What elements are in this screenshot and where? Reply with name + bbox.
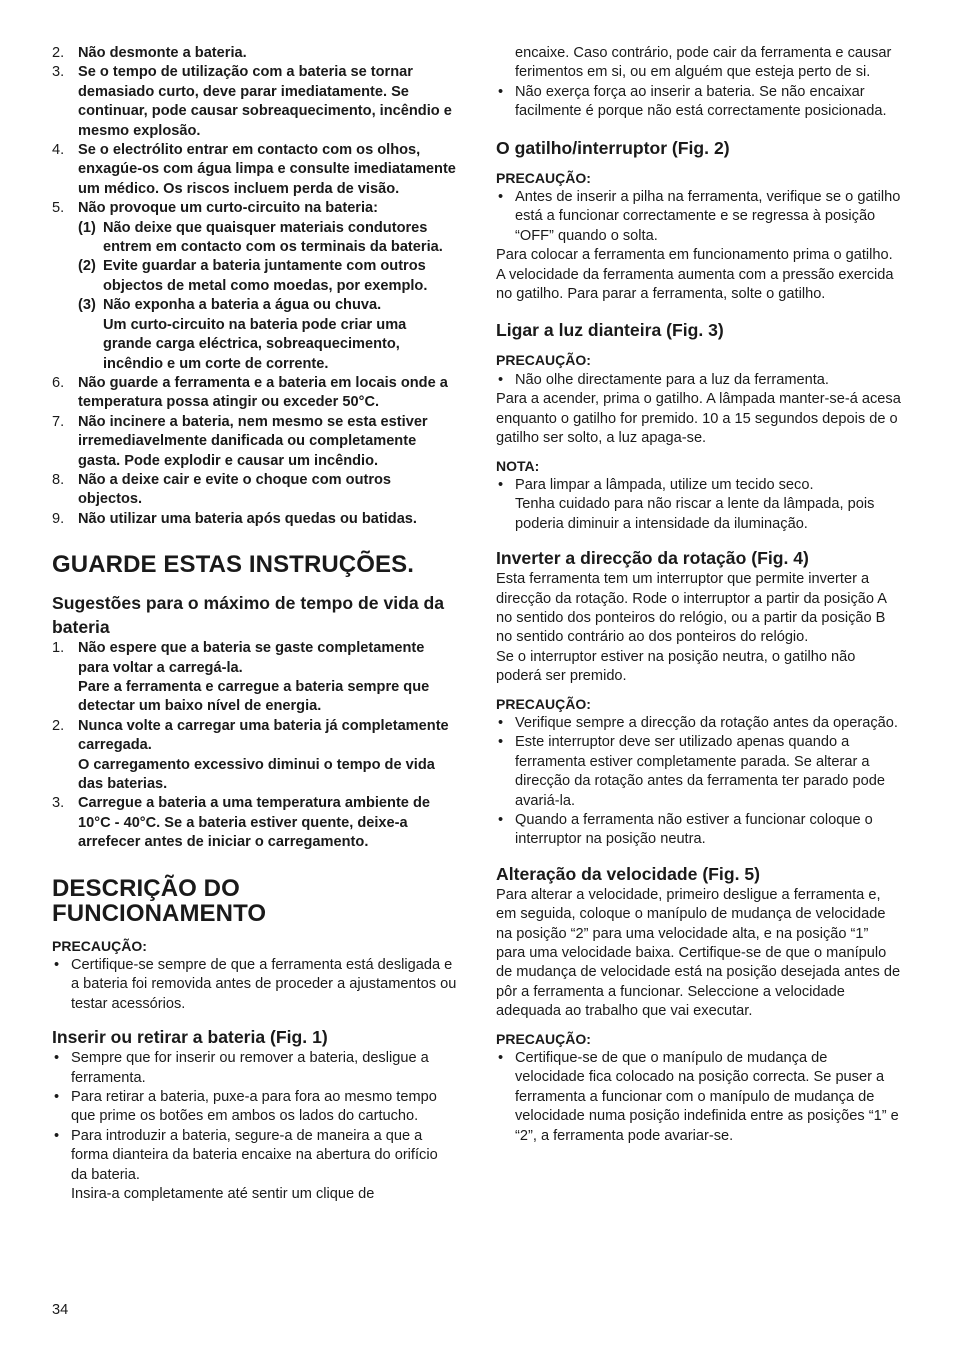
reverse-text-2: Se o interruptor estiver na posição neutra, o gatilho não poderá ser premido. bbox=[496, 648, 856, 685]
speed-text: Para alterar a velocidade, primeiro desligue a ferramenta e, em seguida, coloque o manípulo de mudança de velocidade na posição “2” para uma velocidade alta, e na posição “1” para uma velocidade baixa. Certifique-se de que o manípulo de mudança de velocidade está na posição desejada antes de pôr a ferramenta a funcionar. Seleccione a velocidade adequada ao trabalho que vai executar. bbox=[496, 886, 901, 1020]
right-column bbox=[496, 44, 901, 1146]
sub-list-item: (2) Evite guardar a bateria juntamente com outros objectos de metal como moedas, por exemplo. bbox=[78, 258, 428, 294]
sub-list-item: (1) Não deixe que quaisquer materiais condutores entrem em contacto com os terminais da bateria. bbox=[78, 219, 443, 256]
list-item: • Quando a ferramenta não estiver a funcionar coloque o interruptor na posição neutra. bbox=[498, 812, 873, 848]
battery-tips-list bbox=[52, 639, 457, 852]
sub-list-item: (3) Não exponha a bateria a água ou chuva. Um curto-circuito na bateria pode criar uma grande carga eléctrica, sobreaquecimento, incêndio e um corte de corrente. bbox=[78, 297, 407, 372]
list-item: • Certifique-se sempre de que a ferramenta está desligada e a bateria foi removida antes de proceder a ajustamentos ou testar acessórios. bbox=[54, 957, 457, 1012]
caution-label: PRECAUÇÃO: bbox=[496, 1030, 591, 1047]
caution-label: PRECAUÇÃO: bbox=[496, 169, 591, 186]
list-item: • Verifique sempre a direcção da rotação antes da operação. bbox=[498, 714, 898, 731]
trigger-text: Para colocar a ferramenta em funcionamento prima o gatilho. A velocidade da ferramenta aumenta com a pressão exercida no gatilho. Para parar a ferramenta, solte o gatilho. bbox=[496, 247, 894, 303]
front-light-heading: Ligar a luz dianteira (Fig. 3) bbox=[496, 320, 724, 341]
insert-battery-list-cont bbox=[496, 44, 901, 122]
list-item: • Este interruptor deve ser utilizado apenas quando a ferramenta estiver completamente parada. Se alterar a direcção da rotação antes da ferramenta ter parado pode avariá-la. bbox=[498, 734, 885, 809]
list-item: 4. Se o electrólito entrar em contacto com os olhos, enxagúe-os com água limpa e consulte imediatamente um médico. Os riscos incluem perda de visão. bbox=[52, 142, 456, 197]
reverse-rotation-heading: Inverter a direcção da rotação (Fig. 4) bbox=[496, 548, 809, 569]
trigger-caution-list bbox=[496, 188, 901, 246]
list-item: • Não exerça força ao inserir a bateria. Se não encaixar facilmente é porque não está correctamente posicionada. bbox=[498, 83, 887, 120]
insert-battery-heading: Inserir ou retirar a bateria (Fig. 1) bbox=[52, 1027, 328, 1048]
caution-label: PRECAUÇÃO: bbox=[52, 937, 147, 954]
list-item: • Para limpar a lâmpada, utilize um tecido seco. Tenha cuidado para não riscar a lente da lâmpada, pois poderia diminuir a intensidade da iluminação. bbox=[498, 476, 875, 532]
reverse-caution-list bbox=[496, 714, 901, 850]
save-instructions-heading: GUARDE ESTAS INSTRUÇÕES. bbox=[52, 551, 414, 579]
speed-change-heading: Alteração da velocidade (Fig. 5) bbox=[496, 863, 760, 884]
left-column bbox=[52, 44, 457, 1205]
list-item: 2. Não desmonte a bateria. bbox=[52, 45, 247, 61]
note-label: NOTA: bbox=[496, 457, 540, 474]
list-item: 2. Nunca volte a carregar uma bateria já completamente carregada. O carregamento excessivo diminui o tempo de vida das baterias. bbox=[52, 717, 449, 792]
battery-safety-list bbox=[52, 44, 457, 529]
list-item: 3. Se o tempo de utilização com a bateria se tornar demasiado curto, deve parar imediatamente. Se continuar, pode causar sobreaquecimento, incêndio e mesmo explosão. bbox=[52, 64, 452, 139]
list-item: 3. Carregue a bateria a uma temperatura ambiente de 10°C - 40°C. Se a bateria estiver quente, deixe-a arrefecer antes de iniciar o carregamento. bbox=[52, 795, 431, 851]
list-item: • Antes de inserir a pilha na ferramenta, verifique se o gatilho está a funcionar correctamente e se regressa à posição “OFF” quando o solta. bbox=[498, 189, 901, 244]
speed-caution-list bbox=[496, 1049, 901, 1146]
light-caution-list bbox=[496, 371, 901, 390]
list-item: 5. Não provoque um curto-circuito na bateria: (1) Não deixe que quaisquer materiais condutores entrem em contacto com os terminais da bateria. (2) Evite guardar a bateria juntamente com outros objectos de metal como moedas, por exemplo. (3) Não exponha a bateria a água ou chuva. Um curto-circuito na bateria pode criar uma grande carga eléctrica, sobreaquecimento, incêndio e um corte de corrente. bbox=[52, 199, 457, 374]
functional-description-heading: DESCRIÇÃO DO FUNCIONAMENTO bbox=[52, 874, 267, 927]
list-item: • Para introduzir a bateria, segure-a de maneira a que a forma dianteira da bateria encaixe na abertura do orifício da bateria. Insira-a completamente até sentir um clique de bbox=[54, 1127, 438, 1203]
list-item: • Sempre que for inserir ou remover a bateria, desligue a ferramenta. bbox=[54, 1050, 429, 1086]
light-text: Para a acender, prima o gatilho. A lâmpada manter-se-á acesa enquanto o gatilho for premido. 10 a 15 segundos depois de o gatilho ser solto, a luz apaga-se. bbox=[496, 391, 901, 447]
page-number: 34 bbox=[52, 1302, 69, 1318]
trigger-heading: O gatilho/interruptor (Fig. 2) bbox=[496, 137, 730, 158]
list-item: • Para retirar a bateria, puxe-a para fora ao mesmo tempo que prime os botões em ambos os lados do cartucho. bbox=[54, 1089, 437, 1125]
short-circuit-note: Um curto-circuito na bateria pode criar uma grande carga eléctrica, sobreaquecimento, incêndio e um corte de corrente. bbox=[103, 316, 407, 372]
caution-label: PRECAUÇÃO: bbox=[496, 352, 591, 369]
reverse-text: Esta ferramenta tem um interruptor que permite inverter a direcção da rotação. Rode o interruptor a partir da posição A no sentido dos ponteiros do relógio, ou a partir da posição B no sentido contrário ao dos ponteiros do relógio. bbox=[496, 571, 887, 646]
light-note-list bbox=[496, 476, 901, 534]
list-item: 1. Não espere que a bateria se gaste completamente para voltar a carregá-la. Pare a ferramenta e carregue a bateria sempre que detectar um baixo nível de energia. bbox=[52, 640, 430, 715]
caution-label: PRECAUÇÃO: bbox=[496, 695, 591, 712]
list-item: • Certifique-se de que o manípulo de mudança de velocidade fica colocado na posição correcta. Se puser a ferramenta a funcionar com o manípulo de mudança de velocidade numa posição indefinida entre as posições “1” e “2”, a ferramenta pode avariar-se. bbox=[498, 1050, 899, 1144]
list-item: 9. Não utilizar uma bateria após quedas ou batidas. bbox=[52, 510, 417, 527]
list-item: 7. Não incinere a bateria, nem mesmo se esta estiver irremediavelmente danificada ou completamente gasta. Pode explodir e causar um incêndio. bbox=[52, 413, 428, 469]
insert-battery-list bbox=[52, 1049, 457, 1204]
short-circuit-sublist bbox=[78, 219, 457, 374]
list-item: • Não olhe directamente para a luz da ferramenta. bbox=[498, 371, 829, 388]
list-item: 8. Não a deixe cair e evite o choque com outros objectos. bbox=[52, 471, 392, 508]
battery-tips-heading: Sugestões para o máximo de tempo de vida da bateria bbox=[52, 593, 445, 638]
list-item: encaixe. Caso contrário, pode cair da ferramenta e causar ferimentos em si, ou em alguém que esteja perto de si. bbox=[515, 45, 892, 81]
list-item: 6. Não guarde a ferramenta e a bateria em locais onde a temperatura possa atingir ou exceder 50°C. bbox=[52, 374, 448, 411]
caution-list bbox=[52, 956, 457, 1014]
